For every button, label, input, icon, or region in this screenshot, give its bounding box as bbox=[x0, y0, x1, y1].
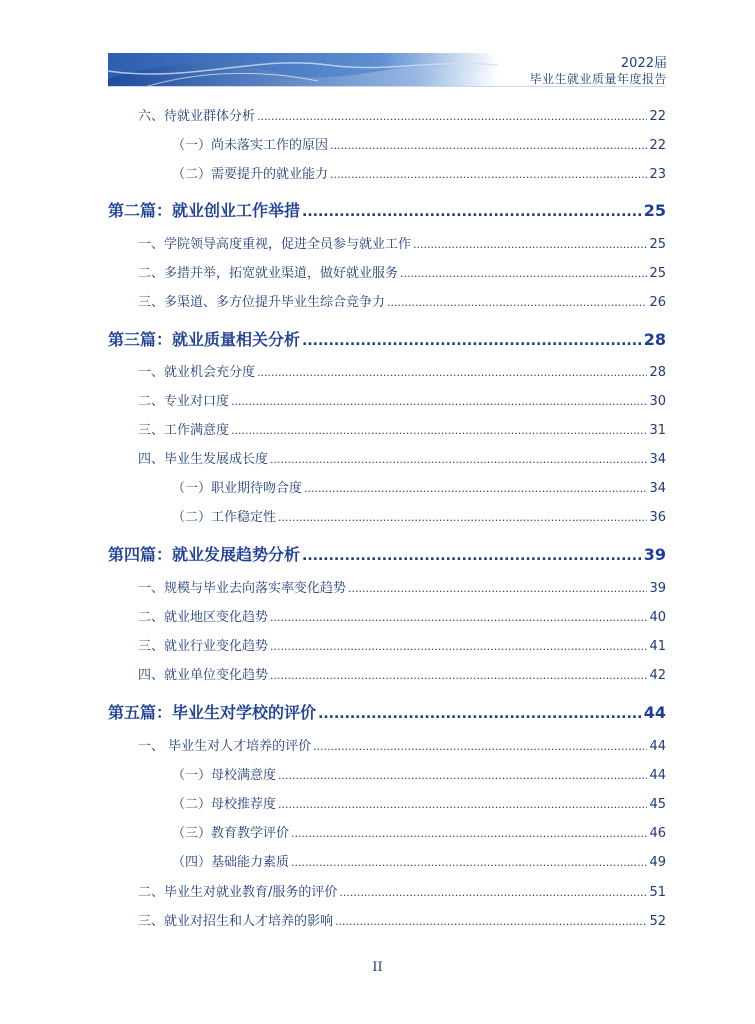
toc-entry-page: 25 bbox=[649, 237, 666, 252]
toc-entry[interactable] bbox=[108, 477, 666, 496]
header-divider bbox=[108, 86, 666, 87]
toc-entry-page: 52 bbox=[649, 914, 666, 929]
toc-entry-page: 45 bbox=[649, 797, 666, 812]
toc-entry-page: 34 bbox=[649, 481, 666, 496]
toc-entry[interactable] bbox=[108, 735, 666, 754]
toc-leader-dots bbox=[318, 706, 642, 722]
toc-entry[interactable] bbox=[108, 361, 666, 380]
toc-leader-dots bbox=[231, 424, 647, 437]
toc-entry-label: 三、就业行业变化趋势 bbox=[138, 639, 269, 654]
toc-entry-label: 六、待就业群体分析 bbox=[138, 109, 256, 124]
toc-entry-label: （四）基础能力素质 bbox=[172, 855, 290, 870]
toc-entry-page: 31 bbox=[649, 423, 666, 438]
header-report-title: 毕业生就业质量年度报告 bbox=[529, 72, 667, 86]
toc-entry[interactable] bbox=[108, 577, 666, 596]
toc-leader-dots bbox=[313, 740, 647, 753]
toc-entry[interactable] bbox=[108, 419, 666, 438]
toc-entry-label: 一、规模与毕业去向落实率变化趋势 bbox=[138, 581, 347, 596]
toc-entry[interactable] bbox=[108, 134, 666, 153]
toc-entry-page: 25 bbox=[649, 266, 666, 281]
toc-entry-page: 23 bbox=[649, 167, 666, 182]
toc-entry-label: 二、多措并举，拓宽就业渠道，做好就业服务 bbox=[138, 266, 399, 281]
toc-leader-dots bbox=[302, 548, 642, 564]
toc-entry[interactable] bbox=[108, 606, 666, 625]
toc-leader-dots bbox=[413, 238, 647, 251]
toc-entry[interactable] bbox=[108, 262, 666, 281]
toc-entry[interactable] bbox=[108, 291, 666, 310]
toc-leader-dots bbox=[291, 856, 647, 869]
toc-entry-label: 二、专业对口度 bbox=[138, 394, 230, 409]
toc-leader-dots bbox=[270, 611, 647, 624]
toc-entry-page: 40 bbox=[649, 610, 666, 625]
toc-entry-label: 三、就业对招生和人才培养的影响 bbox=[138, 914, 334, 929]
toc-leader-dots bbox=[270, 640, 647, 653]
toc-entry[interactable] bbox=[108, 700, 666, 723]
toc-entry-label: 二、毕业生对就业教育/服务的评价 bbox=[138, 885, 338, 900]
toc-entry-label: 三、多渠道、多方位提升毕业生综合竞争力 bbox=[138, 295, 386, 310]
toc-entry-label: 一、就业机会充分度 bbox=[138, 365, 256, 380]
toc-entry-page: 39 bbox=[643, 545, 666, 564]
toc-entry-page: 41 bbox=[649, 639, 666, 654]
toc-entry-label: （二）母校推荐度 bbox=[172, 797, 277, 812]
toc-entry[interactable] bbox=[108, 198, 666, 221]
toc-entry[interactable] bbox=[108, 448, 666, 467]
toc-entry[interactable] bbox=[108, 822, 666, 841]
toc-entry[interactable] bbox=[108, 506, 666, 525]
toc-entry-label: 四、就业单位变化趋势 bbox=[138, 668, 269, 683]
toc-entry-page: 34 bbox=[649, 452, 666, 467]
toc-leader-dots bbox=[270, 453, 647, 466]
toc-entry[interactable] bbox=[108, 851, 666, 870]
toc-entry-page: 26 bbox=[649, 295, 666, 310]
toc-entry-label: 第五篇：毕业生对学校的评价 bbox=[108, 703, 317, 722]
toc-entry[interactable] bbox=[108, 390, 666, 409]
toc-entry[interactable] bbox=[108, 105, 666, 124]
toc-entry[interactable] bbox=[108, 635, 666, 654]
toc-entry-page: 22 bbox=[649, 109, 666, 124]
toc-entry-page: 51 bbox=[649, 885, 666, 900]
toc-entry-page: 28 bbox=[643, 330, 666, 349]
toc-entry-page: 44 bbox=[643, 703, 666, 722]
toc-entry-label: 三、工作满意度 bbox=[138, 423, 230, 438]
toc-entry[interactable] bbox=[108, 881, 666, 900]
toc-leader-dots bbox=[231, 395, 647, 408]
toc-entry-label: 第三篇：就业质量相关分析 bbox=[108, 330, 301, 349]
toc-entry-label: （一）尚未落实工作的原因 bbox=[172, 138, 329, 153]
toc-leader-dots bbox=[270, 669, 647, 682]
toc-entry[interactable] bbox=[108, 163, 666, 182]
toc-entry-page: 36 bbox=[649, 510, 666, 525]
header-year: 2022届 bbox=[620, 56, 667, 71]
toc-entry-label: （二）需要提升的就业能力 bbox=[172, 167, 329, 182]
toc-leader-dots bbox=[302, 204, 642, 220]
toc-leader-dots bbox=[400, 267, 647, 280]
toc-leader-dots bbox=[335, 915, 647, 928]
toc-leader-dots bbox=[278, 769, 647, 782]
toc-leader-dots bbox=[278, 798, 647, 811]
toc-leader-dots bbox=[302, 333, 642, 349]
toc-entry-label: 第二篇：就业创业工作举措 bbox=[108, 201, 301, 220]
toc-entry-page: 44 bbox=[649, 739, 666, 754]
toc-entry-label: 第四篇：就业发展趋势分析 bbox=[108, 545, 301, 564]
toc-entry-page: 39 bbox=[649, 581, 666, 596]
toc-leader-dots bbox=[278, 511, 647, 524]
toc-entry-label: （三）教育教学评价 bbox=[172, 826, 290, 841]
toc-leader-dots bbox=[291, 827, 647, 840]
toc-entry-label: 四、毕业生发展成长度 bbox=[138, 452, 269, 467]
toc-entry[interactable] bbox=[108, 233, 666, 252]
toc-entry-label: 一、 毕业生对人才培养的评价 bbox=[138, 739, 312, 754]
toc-entry-label: （二）工作稳定性 bbox=[172, 510, 277, 525]
toc-leader-dots bbox=[348, 582, 647, 595]
toc-entry-page: 44 bbox=[649, 768, 666, 783]
toc-leader-dots bbox=[387, 296, 647, 309]
toc-entry-page: 22 bbox=[649, 138, 666, 153]
toc-entry[interactable] bbox=[108, 910, 666, 929]
toc-leader-dots bbox=[330, 168, 647, 181]
toc-entry-label: 二、就业地区变化趋势 bbox=[138, 610, 269, 625]
toc-entry-page: 42 bbox=[649, 668, 666, 683]
header-banner bbox=[108, 53, 498, 86]
page-number: II bbox=[372, 960, 383, 975]
toc-entry[interactable] bbox=[108, 664, 666, 683]
toc-entry-label: （一）职业期待吻合度 bbox=[172, 481, 303, 496]
toc-entry[interactable] bbox=[108, 793, 666, 812]
toc-entry-label: （一）母校满意度 bbox=[172, 768, 277, 783]
toc-leader-dots bbox=[339, 886, 647, 899]
toc-entry-page: 30 bbox=[649, 394, 666, 409]
toc-entry[interactable] bbox=[108, 542, 666, 565]
toc-leader-dots bbox=[257, 110, 647, 123]
toc-entry[interactable] bbox=[108, 327, 666, 350]
toc-entry-page: 49 bbox=[649, 855, 666, 870]
toc-entry-page: 46 bbox=[649, 826, 666, 841]
toc-leader-dots bbox=[257, 366, 647, 379]
toc-entry[interactable] bbox=[108, 764, 666, 783]
toc-entry-page: 25 bbox=[643, 201, 666, 220]
toc-entry-label: 一、学院领导高度重视，促进全员参与就业工作 bbox=[138, 237, 412, 252]
toc-leader-dots bbox=[304, 482, 647, 495]
toc-entry-page: 28 bbox=[649, 365, 666, 380]
toc-leader-dots bbox=[330, 139, 647, 152]
